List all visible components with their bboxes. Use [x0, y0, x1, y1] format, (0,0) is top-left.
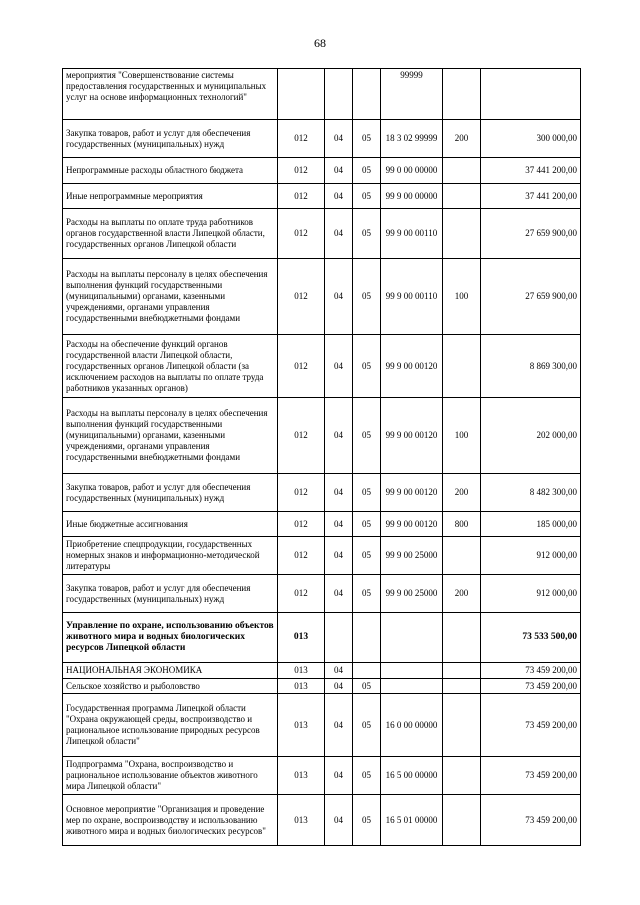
row-sum: 73 459 200,00 [481, 757, 581, 795]
row-name: Непрограммные расходы областного бюджета [63, 158, 278, 184]
row-vr [443, 537, 481, 575]
row-rz: 04 [325, 398, 353, 474]
table-row [63, 474, 581, 512]
row-rz: 04 [325, 474, 353, 512]
row-ved: 012 [278, 575, 325, 613]
row-csr: 99 9 00 00110 [381, 209, 443, 259]
row-vr [443, 663, 481, 679]
row-csr: 99 9 00 00120 [381, 512, 443, 537]
row-sum: 73 459 200,00 [481, 694, 581, 757]
row-csr: 16 0 00 00000 [381, 694, 443, 757]
row-name: Основное мероприятие "Организация и проведение мер по охране, воспроизводству и использованию животного мира и водных биологических ресурсов" [63, 795, 278, 846]
row-ved: 012 [278, 474, 325, 512]
row-sum: 8 482 300,00 [481, 474, 581, 512]
row-rz: 04 [325, 679, 353, 694]
row-csr: 16 5 01 00000 [381, 795, 443, 846]
row-csr: 99 9 00 00120 [381, 335, 443, 398]
row-csr [381, 679, 443, 694]
row-pr: 05 [353, 537, 381, 575]
row-vr [443, 757, 481, 795]
row-sum: 27 659 900,00 [481, 209, 581, 259]
row-csr [381, 613, 443, 663]
row-csr: 18 3 02 99999 [381, 120, 443, 158]
row-sum: 8 869 300,00 [481, 335, 581, 398]
row-rz: 04 [325, 158, 353, 184]
page-number: 68 [314, 36, 326, 50]
row-ved: 012 [278, 512, 325, 537]
table-row [63, 184, 581, 209]
row-ved: 012 [278, 259, 325, 335]
table-row [63, 209, 581, 259]
row-name: Приобретение спецпродукции, государственных номерных знаков и информационно-методической литературы [63, 537, 278, 575]
row-csr: 99 9 00 00000 [381, 184, 443, 209]
row-sum: 185 000,00 [481, 512, 581, 537]
row-name: Расходы на выплаты по оплате труда работников органов государственной власти Липецкой области, государственных органов Липецкой области [63, 209, 278, 259]
row-pr [353, 613, 381, 663]
row-vr: 200 [443, 120, 481, 158]
table-row [63, 259, 581, 335]
row-name: Закупка товаров, работ и услуг для обеспечения государственных (муниципальных) нужд [63, 120, 278, 158]
row-pr: 05 [353, 512, 381, 537]
row-csr: 99 9 00 00120 [381, 474, 443, 512]
row-csr: 99 9 00 25000 [381, 537, 443, 575]
row-rz [325, 69, 353, 120]
row-ved: 012 [278, 537, 325, 575]
row-sum: 202 000,00 [481, 398, 581, 474]
row-rz: 04 [325, 120, 353, 158]
row-pr: 05 [353, 120, 381, 158]
row-ved: 013 [278, 679, 325, 694]
row-ved: 013 [278, 795, 325, 846]
row-ved: 012 [278, 184, 325, 209]
row-vr [443, 679, 481, 694]
row-rz: 04 [325, 512, 353, 537]
row-rz: 04 [325, 694, 353, 757]
row-sum: 73 533 500,00 [481, 613, 581, 663]
row-pr: 05 [353, 209, 381, 259]
row-sum: 73 459 200,00 [481, 679, 581, 694]
row-pr: 05 [353, 694, 381, 757]
row-pr: 05 [353, 335, 381, 398]
row-vr [443, 69, 481, 120]
row-ved: 012 [278, 209, 325, 259]
row-sum: 912 000,00 [481, 537, 581, 575]
table-row [63, 398, 581, 474]
table-row [63, 120, 581, 158]
row-vr: 100 [443, 259, 481, 335]
table-row [63, 69, 581, 120]
row-rz: 04 [325, 537, 353, 575]
table-row [63, 663, 581, 679]
table-row [63, 512, 581, 537]
table-row [63, 537, 581, 575]
row-rz: 04 [325, 209, 353, 259]
row-rz: 04 [325, 335, 353, 398]
row-sum: 73 459 200,00 [481, 663, 581, 679]
row-name: Расходы на обеспечение функций органов государственной власти Липецкой области, государственных органов Липецкой области (за исключением расходов на выплаты по оплате труда работников указанных органов) [63, 335, 278, 398]
row-vr [443, 694, 481, 757]
row-vr [443, 209, 481, 259]
row-vr: 800 [443, 512, 481, 537]
row-csr: 99 9 00 00110 [381, 259, 443, 335]
row-vr: 200 [443, 474, 481, 512]
row-ved [278, 69, 325, 120]
row-name: НАЦИОНАЛЬНАЯ ЭКОНОМИКА [63, 663, 278, 679]
row-csr: 99 0 00 00000 [381, 158, 443, 184]
row-ved: 012 [278, 158, 325, 184]
table-row [63, 679, 581, 694]
table-row [63, 575, 581, 613]
row-sum: 912 000,00 [481, 575, 581, 613]
row-sum: 300 000,00 [481, 120, 581, 158]
table-row [63, 158, 581, 184]
row-name: Сельское хозяйство и рыболовство [63, 679, 278, 694]
row-ved: 012 [278, 120, 325, 158]
table-row [63, 757, 581, 795]
row-vr: 200 [443, 575, 481, 613]
row-name: Расходы на выплаты персоналу в целях обеспечения выполнения функций государственными (муниципальными) органами, казенными учреждениями, органами управления государственными внебюджетными фондами [63, 398, 278, 474]
row-pr: 05 [353, 575, 381, 613]
row-pr: 05 [353, 184, 381, 209]
row-vr [443, 795, 481, 846]
row-pr: 05 [353, 474, 381, 512]
row-sum: 37 441 200,00 [481, 184, 581, 209]
row-sum: 73 459 200,00 [481, 795, 581, 846]
row-ved: 013 [278, 757, 325, 795]
row-ved: 013 [278, 663, 325, 679]
table-row [63, 694, 581, 757]
row-pr: 05 [353, 259, 381, 335]
row-rz: 04 [325, 663, 353, 679]
row-ved: 012 [278, 335, 325, 398]
row-csr: 99999 [381, 69, 443, 120]
row-pr: 05 [353, 398, 381, 474]
row-rz: 04 [325, 259, 353, 335]
row-csr: 99 9 00 00120 [381, 398, 443, 474]
row-pr: 05 [353, 795, 381, 846]
row-pr: 05 [353, 757, 381, 795]
row-name: Иные непрограммные мероприятия [63, 184, 278, 209]
row-ved: 013 [278, 613, 325, 663]
row-rz: 04 [325, 184, 353, 209]
row-ved: 013 [278, 694, 325, 757]
row-name: Государственная программа Липецкой области "Охрана окружающей среды, воспроизводство и рациональное использование природных ресурсов Липецкой области" [63, 694, 278, 757]
row-csr: 99 9 00 25000 [381, 575, 443, 613]
row-pr: 05 [353, 679, 381, 694]
row-ved: 012 [278, 398, 325, 474]
table-row [63, 335, 581, 398]
row-name: Управление по охране, использованию объектов животного мира и водных биологических ресурсов Липецкой области [63, 613, 278, 663]
row-vr: 100 [443, 398, 481, 474]
row-pr [353, 69, 381, 120]
row-sum: 37 441 200,00 [481, 158, 581, 184]
row-sum: 27 659 900,00 [481, 259, 581, 335]
row-pr: 05 [353, 158, 381, 184]
row-name: Подпрограмма "Охрана, воспроизводство и рациональное использование объектов животного мира Липецкой области" [63, 757, 278, 795]
row-name: Расходы на выплаты персоналу в целях обеспечения выполнения функций государственными (муниципальными) органами, казенными учреждениями, органами управления государственными внебюджетными фондами [63, 259, 278, 335]
budget-table [62, 68, 581, 846]
row-vr [443, 613, 481, 663]
row-name: мероприятия "Совершенствование системы предоставления государственных и муниципальных услуг на основе информационных технологий" [63, 69, 278, 120]
row-csr [381, 663, 443, 679]
row-rz: 04 [325, 795, 353, 846]
row-pr [353, 663, 381, 679]
table-row [63, 613, 581, 663]
row-csr: 16 5 00 00000 [381, 757, 443, 795]
row-vr [443, 184, 481, 209]
row-rz: 04 [325, 575, 353, 613]
row-rz: 04 [325, 757, 353, 795]
row-rz [325, 613, 353, 663]
row-sum [481, 69, 581, 120]
row-name: Закупка товаров, работ и услуг для обеспечения государственных (муниципальных) нужд [63, 575, 278, 613]
row-name: Иные бюджетные ассигнования [63, 512, 278, 537]
row-name: Закупка товаров, работ и услуг для обеспечения государственных (муниципальных) нужд [63, 474, 278, 512]
row-vr [443, 335, 481, 398]
table-row [63, 795, 581, 846]
row-vr [443, 158, 481, 184]
